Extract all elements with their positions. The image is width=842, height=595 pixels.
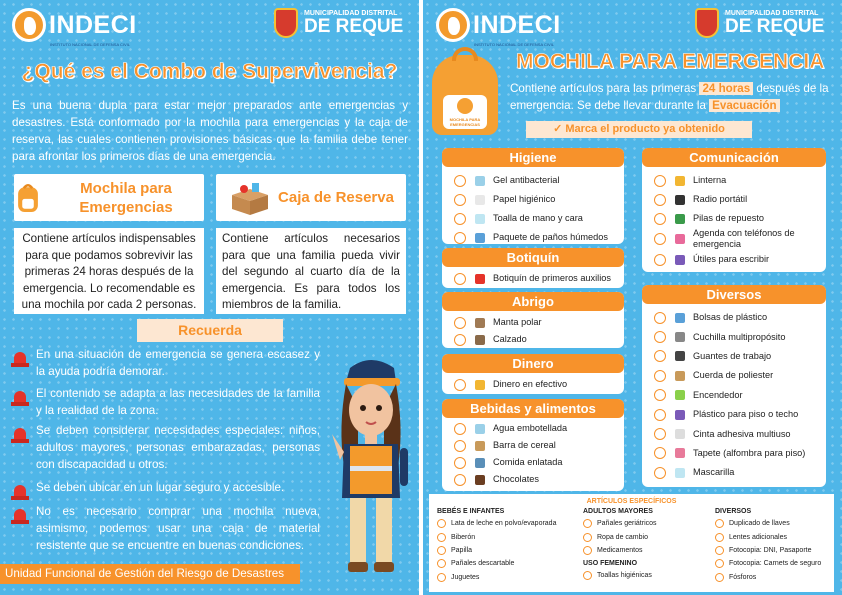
siren-icon <box>10 479 30 501</box>
battery-icon <box>672 212 688 226</box>
reminder-text: No es necesario comprar una mochila nueva, asimismo, podemos usar una caja de material resistente que se encuentre en buenas condiciones. <box>36 505 320 552</box>
checkbox[interactable] <box>654 428 666 440</box>
section-higiene <box>442 148 624 244</box>
column-adultos <box>583 508 713 583</box>
pencils-icon <box>672 253 688 267</box>
item-label: Chocolates <box>493 474 539 484</box>
checklist-item[interactable] <box>454 270 618 287</box>
checkbox[interactable] <box>654 350 666 362</box>
item-label: Duplicado de llaves <box>729 520 790 528</box>
section-title: Abrigo <box>442 292 624 311</box>
item-label: Lentes adicionales <box>729 533 787 541</box>
checklist-item[interactable] <box>454 228 618 247</box>
siren-icon <box>10 503 30 525</box>
checkbox[interactable] <box>454 457 466 469</box>
siren-icon <box>10 346 30 368</box>
item-label: Pilas de repuesto <box>693 213 764 223</box>
reminder-item <box>10 422 320 473</box>
checkbox[interactable] <box>437 546 446 555</box>
mat-icon <box>672 446 688 460</box>
card-title-caja: Caja de Reserva <box>278 189 394 206</box>
specific-item[interactable] <box>583 544 713 557</box>
muni-small-text: MUNICIPALIDAD DISTRITAL <box>725 10 819 17</box>
section-diversos <box>642 285 826 487</box>
checkbox[interactable] <box>454 232 466 244</box>
section-dinero <box>442 354 624 394</box>
checkbox[interactable] <box>437 533 446 542</box>
item-label: Plástico para piso o techo <box>693 409 799 420</box>
reminder-item <box>10 479 320 501</box>
checklist-item[interactable] <box>654 190 820 209</box>
checkbox[interactable] <box>454 474 466 486</box>
tape-icon <box>672 427 688 441</box>
section-botiquin <box>442 248 624 288</box>
checklist-item[interactable] <box>654 308 820 327</box>
mask-icon <box>672 466 688 480</box>
item-label: Radio portátil <box>693 194 748 204</box>
indeci-subtitle: INSTITUTO NACIONAL DE DEFENSA CIVIL <box>474 42 555 47</box>
checkbox[interactable] <box>654 312 666 324</box>
reminder-text: En una situación de emergencia se genera escasez y la ayuda podría demorar. <box>36 348 320 378</box>
wet-wipes-icon <box>472 231 488 245</box>
water-bottle-icon <box>472 422 488 436</box>
backpack-icon <box>14 179 42 217</box>
checkbox[interactable] <box>715 533 724 542</box>
item-label: Cinta adhesiva multiuso <box>693 428 791 439</box>
checklist-item[interactable] <box>654 327 820 346</box>
toilet-paper-icon <box>472 193 488 207</box>
checkbox[interactable] <box>654 194 666 206</box>
item-label: Fósforos <box>729 573 757 581</box>
checkbox[interactable] <box>654 467 666 479</box>
column-title: BEBÉS E INFANTES <box>437 508 505 515</box>
specific-item[interactable] <box>715 544 833 557</box>
checkbox[interactable] <box>454 213 466 225</box>
municipality-logo <box>274 8 403 38</box>
siren-icon <box>10 385 30 407</box>
chocolate-icon <box>472 473 488 487</box>
card-head-mochila <box>14 174 204 221</box>
muni-big-text: DE REQUE <box>725 16 825 37</box>
section-title: Botiquín <box>442 248 624 267</box>
rope-icon <box>672 369 688 383</box>
specific-item[interactable] <box>437 530 583 543</box>
knife-icon <box>672 330 688 344</box>
shoe-icon <box>472 333 488 347</box>
section-bebidas <box>442 399 624 491</box>
checkbox[interactable] <box>583 519 592 528</box>
checkbox[interactable] <box>437 573 446 582</box>
section-title: Comunicación <box>642 148 826 167</box>
checkbox[interactable] <box>437 559 446 568</box>
item-label: Biberón <box>451 533 476 541</box>
item-label: Pañales descartable <box>451 560 515 568</box>
checkbox[interactable] <box>654 233 666 245</box>
checklist-item[interactable] <box>654 250 820 269</box>
specific-item[interactable] <box>715 571 833 584</box>
indeci-subtitle: INSTITUTO NACIONAL DE DEFENSA CIVIL <box>50 42 131 47</box>
reminder-item <box>10 346 320 380</box>
item-label: Pañales geriátricos <box>597 520 657 528</box>
indeci-wordmark: INDECI <box>473 10 561 39</box>
item-label: Gel antibacterial <box>493 175 560 185</box>
section-abrigo <box>442 292 624 348</box>
checklist-item[interactable] <box>454 471 618 488</box>
blanket-icon <box>472 316 488 330</box>
sanitizer-icon <box>472 174 488 188</box>
column-diversos <box>715 508 833 584</box>
checkbox[interactable] <box>715 519 724 528</box>
footer-unit-label: Unidad Funcional de Gestión del Riesgo de Desastres <box>0 564 300 584</box>
card-head-caja <box>216 174 406 221</box>
municipality-shield-icon <box>695 8 719 38</box>
item-label: Comida enlatada <box>493 457 563 467</box>
intro-part: Contiene artículos para las primeras <box>510 82 700 95</box>
reminder-text: El contenido se adapta a las necesidades de la familia y la realidad de la zona. <box>36 387 320 417</box>
specific-item[interactable] <box>715 530 833 543</box>
item-label: Toalla de mano y cara <box>493 213 583 223</box>
specific-item[interactable] <box>437 557 583 570</box>
checklist-item[interactable] <box>654 171 820 190</box>
item-label: Dinero en efectivo <box>493 379 568 389</box>
left-panel <box>0 0 419 595</box>
checklist-item[interactable] <box>454 376 618 393</box>
checklist-item[interactable] <box>454 420 618 437</box>
coins-icon <box>472 378 488 392</box>
item-label: Agenda con teléfonos de emergencia <box>693 228 795 249</box>
checklist-item[interactable] <box>454 171 618 190</box>
backpack-label: MOCHILA PARA EMERGENCIAS <box>449 117 481 127</box>
backpack-badge-icon <box>457 98 473 114</box>
municipality-shield-icon <box>274 8 298 38</box>
checklist-item[interactable] <box>654 209 820 228</box>
item-label: Tapete (alfombra para piso) <box>693 447 806 458</box>
item-label: Encendedor <box>693 389 743 400</box>
item-label: Fotocopia: DNI, Pasaporte <box>729 546 812 554</box>
radio-icon <box>672 193 688 207</box>
section-title: Bebidas y alimentos <box>442 399 624 418</box>
checklist-item[interactable] <box>654 347 820 366</box>
indeci-emblem-icon <box>436 8 470 42</box>
checkbox[interactable] <box>454 440 466 452</box>
item-label: Calzado <box>493 334 527 344</box>
item-label: Cuchilla multipropósito <box>693 331 786 342</box>
checklist-item[interactable] <box>654 463 820 482</box>
specific-item[interactable] <box>583 569 713 582</box>
notebook-icon <box>672 232 688 246</box>
item-label: Lata de leche en polvo/evaporada <box>451 520 557 528</box>
checkbox[interactable] <box>454 194 466 206</box>
intro-text: Es una buena dupla para estar mejor preparados ante emergencias y desastres. Está conformado por la mochila para emergencias y la caja de reserva, las cuales contienen provisiones básicas que la familia debe tener para afrontar los primeros días de una emergencia. <box>12 99 408 163</box>
checkbox[interactable] <box>583 571 592 580</box>
highlight-24-horas: 24 horas <box>699 82 753 95</box>
checklist-title: MOCHILA PARA EMERGENCIA <box>516 50 825 73</box>
cereal-bar-icon <box>472 439 488 453</box>
municipality-logo <box>695 8 824 38</box>
section-comunicacion <box>642 148 826 272</box>
item-label: Toallas higiénicas <box>597 572 652 580</box>
checkbox[interactable] <box>454 317 466 329</box>
intro-part: después de la emergencia. Se debe llevar durante la <box>510 82 829 112</box>
specific-items-panel <box>429 494 834 592</box>
checkbox[interactable] <box>454 175 466 187</box>
checkbox[interactable] <box>654 175 666 187</box>
plastic-sheet-icon <box>672 408 688 422</box>
checklist-item[interactable] <box>454 331 618 348</box>
column-title: ADULTOS MAYORES <box>583 508 653 515</box>
checkbox[interactable] <box>437 519 446 528</box>
muni-big-text: DE REQUE <box>304 16 404 37</box>
item-label: Juguetes <box>451 573 480 581</box>
specific-item[interactable] <box>437 517 583 530</box>
checklist-item[interactable] <box>454 454 618 471</box>
first-aid-kit-icon <box>472 272 488 286</box>
column-title: DIVERSOS <box>715 508 752 515</box>
item-label: Cuerda de poliester <box>693 370 774 381</box>
item-label: Guantes de trabajo <box>693 350 772 361</box>
checkbox[interactable] <box>454 273 466 285</box>
backpack-illustration <box>432 55 498 135</box>
highlight-evacuacion: Evacuación <box>709 99 779 112</box>
lighter-icon <box>672 388 688 402</box>
page-title: ¿Qué es el Combo de Supervivencia? <box>21 60 398 83</box>
checkbox[interactable] <box>715 573 724 582</box>
reminder-text: Se deben considerar necesidades especiales: niños, adultos mayores, personas embarazadas, personas con discapacidad u otros. <box>36 424 320 471</box>
checkbox[interactable] <box>454 334 466 346</box>
item-label: Barra de cereal <box>493 440 556 450</box>
specific-item[interactable] <box>583 517 713 530</box>
checklist-item[interactable] <box>454 190 618 209</box>
checkbox[interactable] <box>715 559 724 568</box>
checkbox[interactable] <box>583 533 592 542</box>
towel-icon <box>472 212 488 226</box>
muni-small-text: MUNICIPALIDAD DISTRITAL <box>304 10 398 17</box>
indeci-logo <box>12 8 137 47</box>
checklist-item[interactable] <box>654 386 820 405</box>
gloves-icon <box>672 349 688 363</box>
civil-defense-girl-illustration <box>328 348 414 580</box>
checkbox[interactable] <box>454 423 466 435</box>
checkbox[interactable] <box>654 213 666 225</box>
column-title: USO FEMENINO <box>583 560 638 568</box>
checkbox[interactable] <box>654 447 666 459</box>
mark-instruction: ✓ Marca el producto ya obtenido <box>526 121 752 138</box>
item-label: Papilla <box>451 546 473 554</box>
checklist-item[interactable] <box>654 424 820 443</box>
supply-box-icon <box>228 179 272 217</box>
checklist-item[interactable] <box>654 444 820 463</box>
reminder-item <box>10 503 320 554</box>
canned-food-icon <box>472 456 488 470</box>
checklist-item[interactable] <box>454 209 618 228</box>
specific-item[interactable] <box>715 557 833 570</box>
checkbox[interactable] <box>654 389 666 401</box>
item-label: Manta polar <box>493 317 542 327</box>
specific-item[interactable] <box>437 571 583 584</box>
checkbox[interactable] <box>654 331 666 343</box>
card-title-mochila: Mochila para Emergencias <box>79 179 173 216</box>
item-label: Medicamentos <box>597 546 643 554</box>
section-title: Diversos <box>642 285 826 304</box>
checkbox[interactable] <box>654 370 666 382</box>
checklist-item[interactable] <box>654 228 820 250</box>
flashlight-icon <box>672 174 688 188</box>
checklist-item[interactable] <box>654 366 820 385</box>
checklist-item[interactable] <box>654 405 820 424</box>
section-title: Higiene <box>442 148 624 167</box>
checklist-intro <box>510 80 830 114</box>
specific-items-title: ARTÍCULOS ESPECÍFICOS <box>586 498 677 505</box>
checkbox[interactable] <box>583 546 592 555</box>
item-label: Útiles para escribir <box>693 254 770 264</box>
indeci-logo <box>436 8 561 47</box>
item-label: Botiquín de primeros auxilios <box>493 273 611 283</box>
checkbox[interactable] <box>715 546 724 555</box>
item-label: Paquete de paños húmedos <box>493 232 608 242</box>
item-label: Fotocopia: Carnets de seguro <box>729 560 822 568</box>
checklist-item[interactable] <box>454 437 618 454</box>
card-body-caja: Contiene artículos necesarios para que una familia pueda vivir del segundo al cuarto día de la emergencia. Es para todos los miembros de la familia. <box>216 228 406 314</box>
item-label: Mascarilla <box>693 467 735 478</box>
item-label: Papel higiénico <box>493 194 556 204</box>
section-title: Dinero <box>442 354 624 373</box>
siren-icon <box>10 422 30 444</box>
specific-item[interactable] <box>437 544 583 557</box>
checklist-item[interactable] <box>454 314 618 331</box>
reminder-item <box>10 385 320 419</box>
checkbox[interactable] <box>454 379 466 391</box>
item-label: Ropa de cambio <box>597 533 648 541</box>
recuerda-heading: Recuerda <box>137 319 283 342</box>
item-label: Bolsas de plástico <box>693 312 768 323</box>
specific-item[interactable] <box>583 530 713 543</box>
card-body-mochila: Contiene artículos indispensables para que podamos sobrevivir las primeras 24 horas después de la emergencia. Lo recomendable es una mochila por cada 2 personas. <box>14 228 204 314</box>
checkbox[interactable] <box>654 409 666 421</box>
checkbox[interactable] <box>654 254 666 266</box>
item-label: Linterna <box>693 175 727 185</box>
specific-item[interactable] <box>715 517 833 530</box>
column-bebes <box>437 508 583 584</box>
plastic-bag-icon <box>672 311 688 325</box>
indeci-emblem-icon <box>12 8 46 42</box>
reminder-text: Se deben ubicar en un lugar seguro y accesible. <box>36 481 285 494</box>
indeci-wordmark: INDECI <box>49 10 137 39</box>
item-label: Agua embotellada <box>493 423 568 433</box>
